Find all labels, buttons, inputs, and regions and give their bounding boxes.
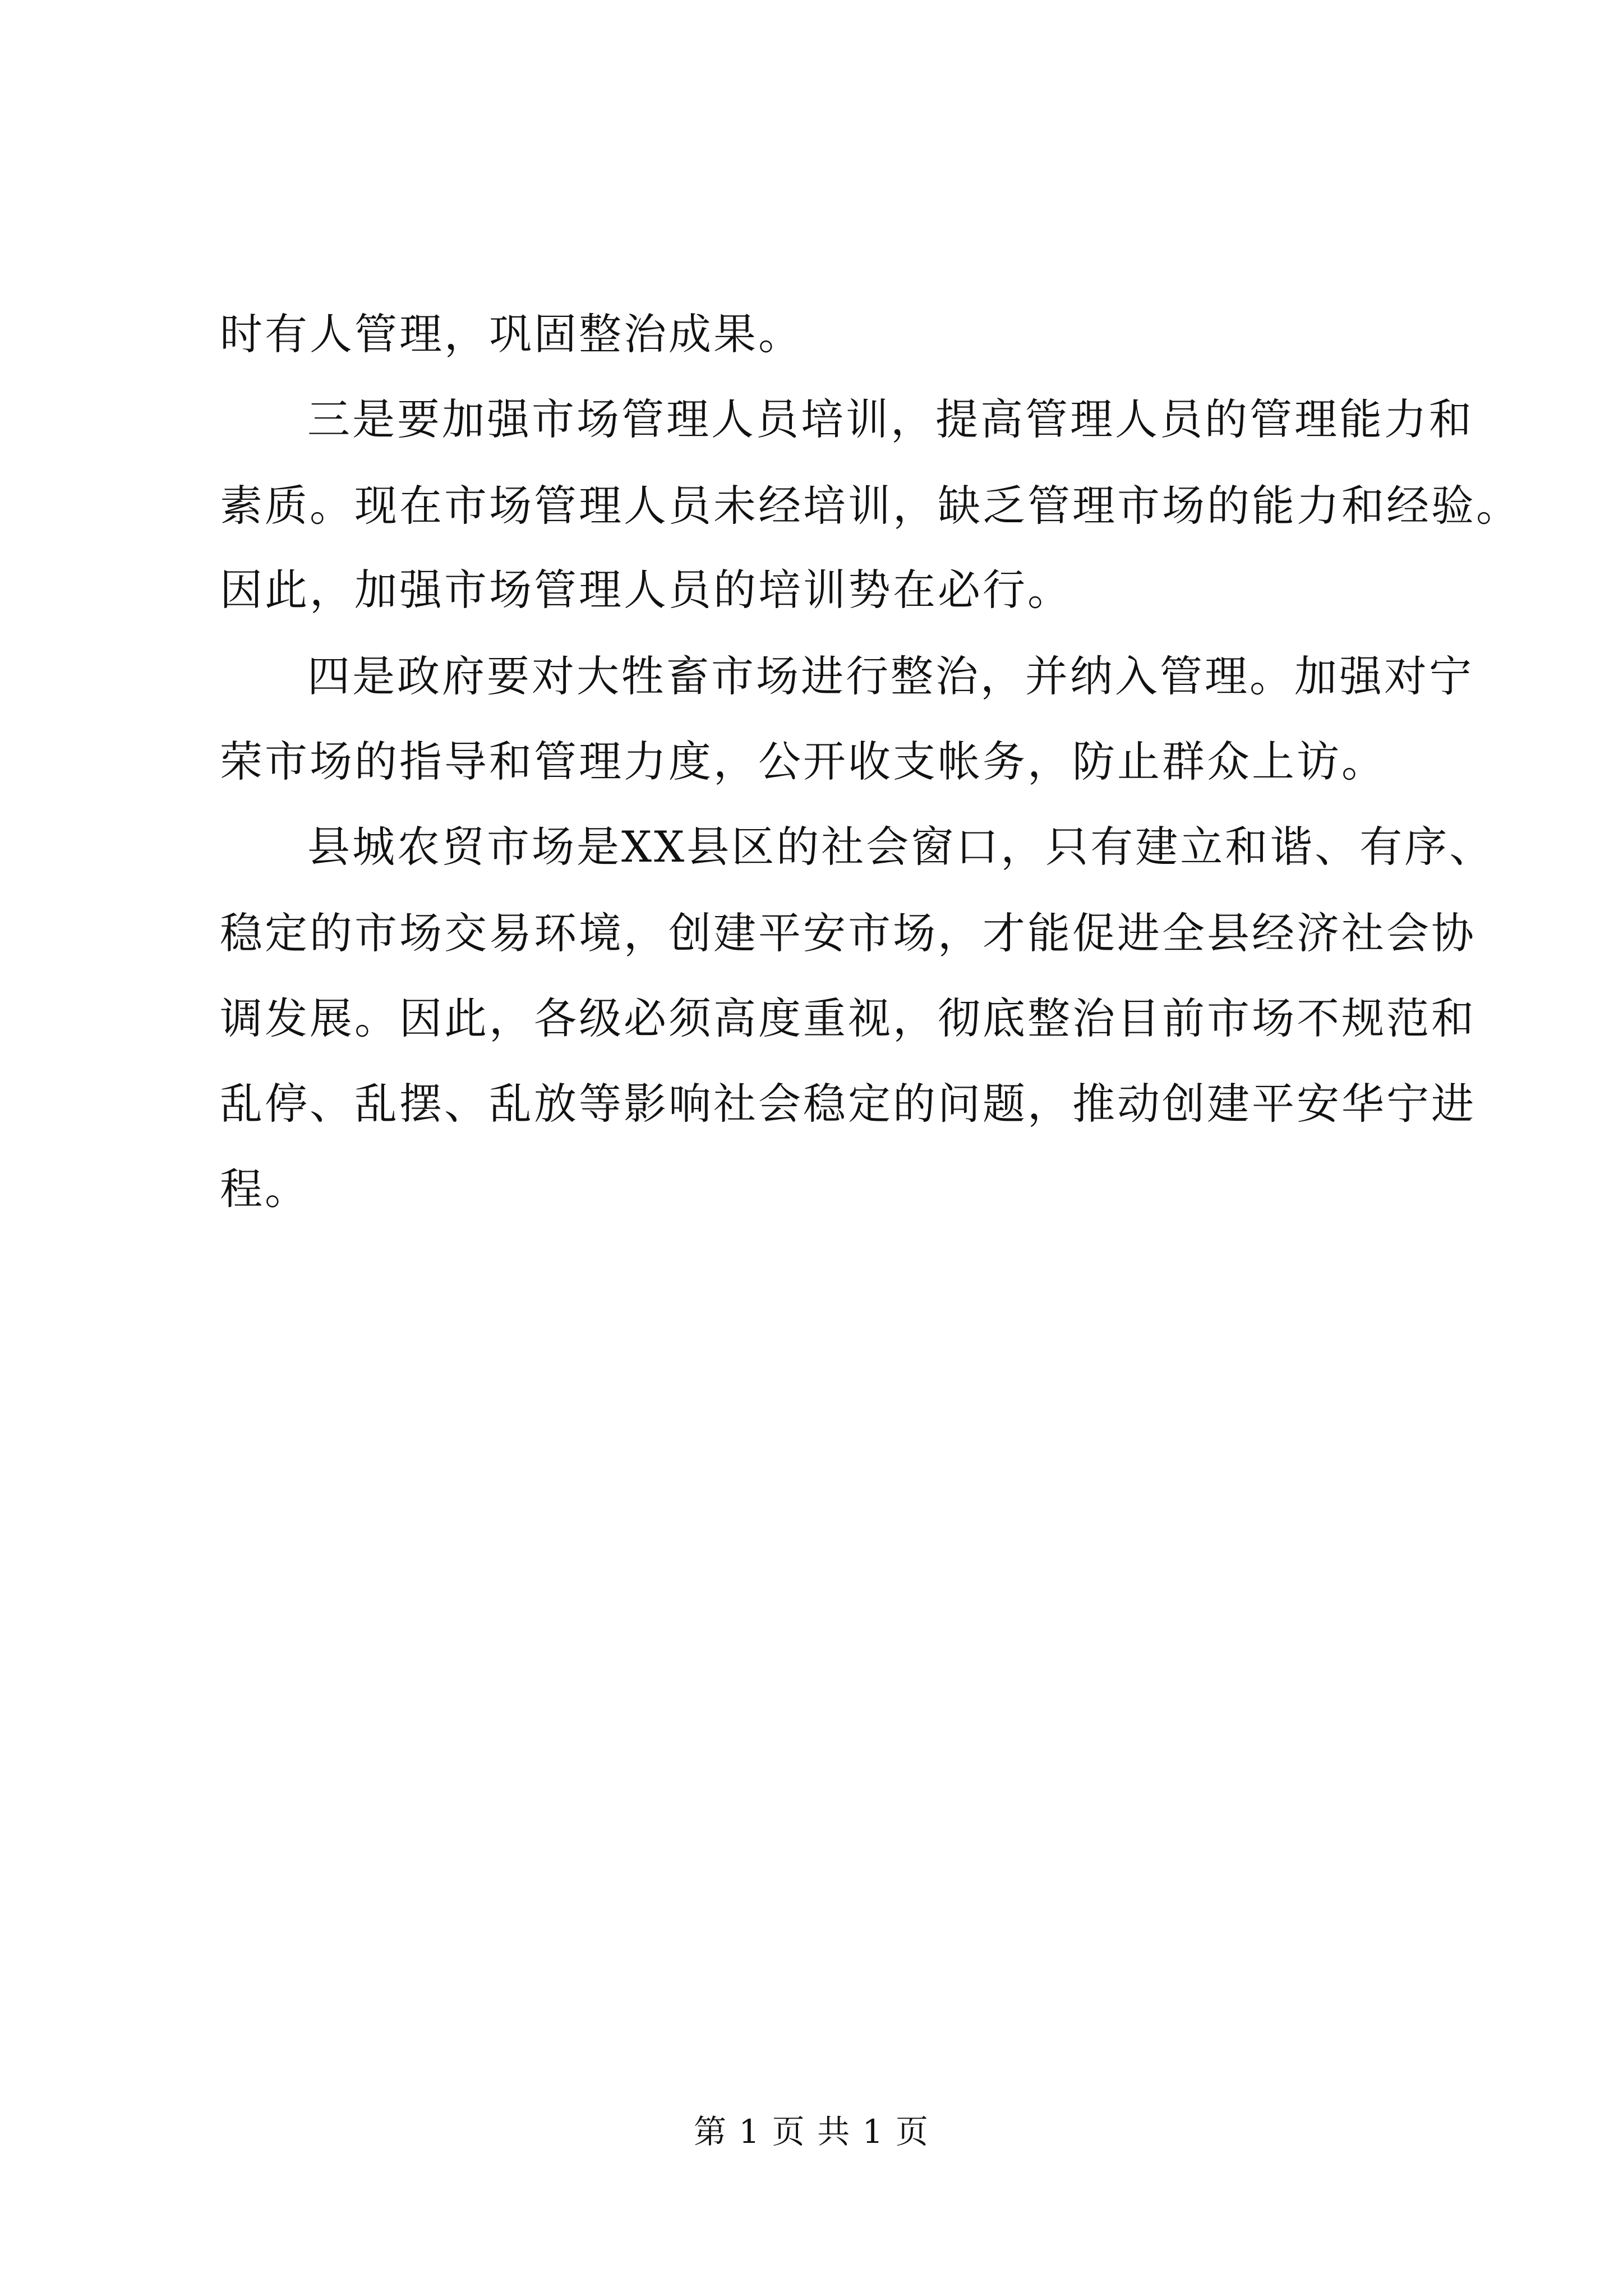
body-line-4: 因此，加强市场管理人员的培训势在必行。 bbox=[220, 565, 1072, 615]
body-line-8: 稳定的市场交易环境，创建平安市场，才能促进全县经济社会协 bbox=[220, 908, 1476, 958]
body-line-6: 荣市场的指导和管理力度，公开收支帐务，防止群众上访。 bbox=[220, 737, 1386, 786]
page-number-footer: 第 1 页 共 1 页 bbox=[694, 2113, 929, 2151]
body-line-7: 县城农贸市场是XX县区的社会窗口，只有建立和谐、有序、 bbox=[307, 822, 1495, 872]
body-line-2: 三是要加强市场管理人员培训，提高管理人员的管理能力和 bbox=[307, 394, 1474, 444]
body-line-11: 程。 bbox=[220, 1164, 310, 1214]
body-line-1: 时有人管理，巩固整治成果。 bbox=[220, 309, 803, 359]
body-line-5: 四是政府要对大牲畜市场进行整治，并纳入管理。加强对宁 bbox=[307, 651, 1474, 701]
body-line-10: 乱停、乱摆、乱放等影响社会稳定的问题，推动创建平安华宁进 bbox=[220, 1079, 1476, 1129]
body-line-9: 调发展。因此，各级必须高度重视，彻底整治目前市场不规范和 bbox=[220, 993, 1476, 1043]
body-line-3: 素质。现在市场管理人员未经培训，缺乏管理市场的能力和经验。 bbox=[220, 481, 1521, 531]
